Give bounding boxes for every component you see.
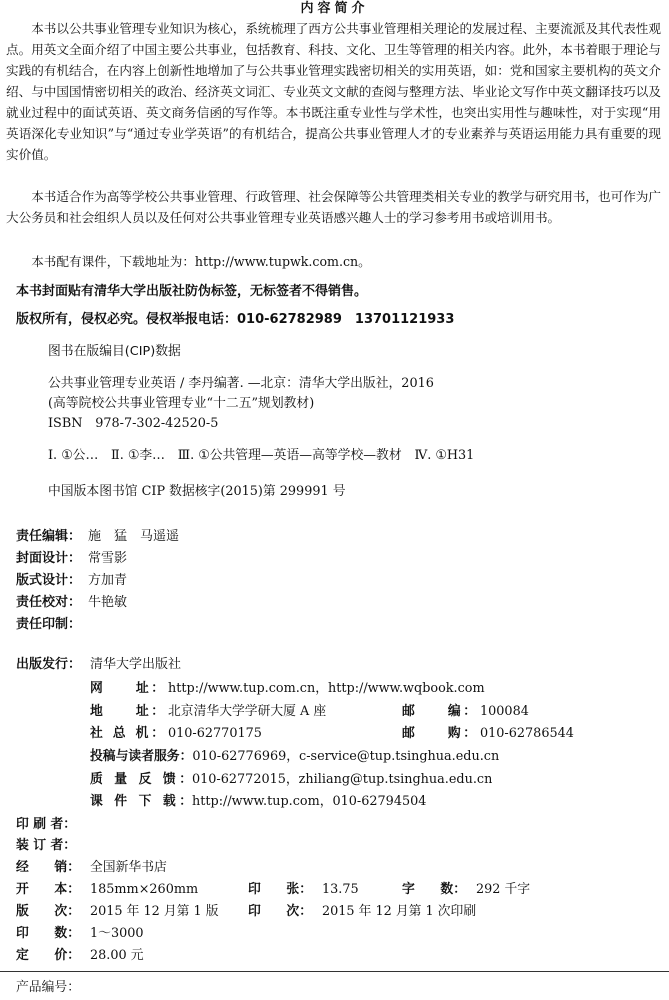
website-value: http://www.tup.com.cn，http://www.wqbook.com: [168, 681, 485, 696]
summary-paragraph-3: 本书配有课件，下载地址为：http://www.tupwk.com.cn。: [31, 254, 371, 269]
edition-value: 2015 年 12 月第 1 版: [90, 904, 219, 919]
print-run-label: 印 数：: [16, 926, 80, 941]
staff-row-layout-design: [16, 572, 127, 590]
sheets-value: 13.75: [322, 882, 359, 897]
staff-value: 方加青: [88, 573, 128, 588]
publisher-name: 清华大学出版社: [90, 657, 182, 672]
binder-label: 装 订 者：: [16, 838, 77, 853]
distributor-label: 经 销：: [16, 860, 80, 875]
courseware-download-value: http://www.tup.com，010-62794504: [192, 794, 427, 809]
address-row: [90, 703, 326, 721]
staff-label: 责任校对：: [16, 595, 82, 610]
word-count-value: 292 千字: [476, 882, 531, 897]
cip-bibliographic-line: 公共事业管理专业英语 / 李丹编著. —北京：清华大学出版社，2016: [48, 376, 434, 391]
staff-label: 封面设计：: [16, 551, 82, 566]
courseware-download-row: [90, 793, 426, 811]
cip-title: 图书在版编目(CIP)数据: [48, 344, 181, 359]
summary-title: 内容简介: [300, 1, 369, 16]
sheets-row: [248, 881, 359, 899]
format-row: [16, 881, 198, 899]
anti-counterfeit-notice: 本书封面贴有清华大学出版社防伪标签，无标签者不得销售。: [16, 284, 368, 299]
postcode-row: [402, 703, 529, 721]
copyright-notice: 版权所有，侵权必究。侵权举报电话：010-62782989 13701121933: [16, 312, 455, 327]
staff-label: 责任编辑：: [16, 529, 82, 544]
staff-label: 责任印制：: [16, 617, 82, 632]
format-value: 185mm×260mm: [90, 882, 199, 897]
reader-service-row: [90, 748, 499, 766]
word-count-row: [402, 881, 530, 899]
cip-classification-line: Ⅰ. ①公… Ⅱ. ①李… Ⅲ. ①公共管理—英语—高等学校—教材 Ⅳ. ①H31: [48, 448, 475, 463]
staff-row-print-manager: [16, 616, 88, 634]
reader-service-label: 投稿与读者服务：: [90, 749, 193, 764]
staff-row-cover-design: [16, 550, 127, 568]
summary-paragraph-1: 本书以公共事业管理专业知识为核心，系统梳理了西方公共事业管理相关理论的发展过程、主要流派及其代表性观点。用英文全面介绍了中国主要公共事业，包括教育、科技、文化、卫生等管理的相关内容。此外，本书着眼于理论与实践的有机结合，在内容上创新性地增加了与公共事业管理实践密切相关的实用英语，如：党和国家主要机构的英文介绍、与中国国情密切相关的政治、经济英文词汇、专业英文文献的查阅与整理方法、毕业论文写作中英文翻译技巧以及就业过程中的面试英语、英文商务信函的写作等。本书既注重专业性与学术性，也突出实用性与趣味性，对于实现“用英语深化专业知识”与“通过专业学英语”的有机结合，提高公共事业管理人才的专业素养与英语运用能力具有重要的现实价值。: [6, 21, 661, 162]
publisher-row: [16, 656, 181, 674]
print-run-value: 1～3000: [90, 926, 144, 941]
switchboard-value: 010-62770175: [168, 726, 262, 741]
quality-feedback-row: [90, 771, 492, 789]
impression-row: [248, 903, 476, 921]
summary-paragraph-2: 本书适合作为高等学校公共事业管理、行政管理、社会保障等公共管理类相关专业的教学与研究用书，也可作为广大公务员和社会组织人员以及任何对公共事业管理专业英语感兴趣人士的学习参考用书或培训用书。: [6, 189, 661, 225]
staff-value: 常雪影: [88, 551, 128, 566]
binder-row: [16, 837, 88, 855]
quality-feedback-label: 质 量 反 馈：: [90, 772, 192, 787]
postcode-value: 100084: [480, 704, 529, 719]
mail-order-value: 010-62786544: [480, 726, 574, 741]
word-count-label: 字 数：: [402, 882, 466, 897]
printer-row: [16, 816, 88, 834]
courseware-download-label: 课 件 下 载：: [90, 794, 192, 809]
edition-label: 版 次：: [16, 904, 80, 919]
postcode-label: 邮 编：: [402, 704, 476, 719]
price-value: 28.00 元: [90, 948, 144, 963]
edition-row: [16, 903, 219, 921]
staff-row-editor: [16, 528, 179, 546]
print-run-row: [16, 925, 144, 943]
staff-value: 施 猛 马遥遥: [88, 529, 180, 544]
reader-service-value: 010-62776969，c-service@tup.tsinghua.edu.cn: [192, 749, 500, 764]
price-label: 定 价：: [16, 948, 80, 963]
website-label: 网 址：: [90, 681, 164, 696]
sheets-label: 印 张：: [248, 882, 312, 897]
address-label: 地 址：: [90, 704, 164, 719]
cip-isbn-line: ISBN 978-7-302-42520-5: [48, 416, 219, 431]
product-number-label: 产品编号：: [16, 980, 80, 995]
staff-value: 牛艳敏: [88, 595, 128, 610]
quality-feedback-value: 010-62772015，zhiliang@tup.tsinghua.edu.cn: [192, 772, 493, 787]
impression-value: 2015 年 12 月第 1 次印刷: [322, 904, 477, 919]
switchboard-label: 社 总 机：: [90, 726, 164, 741]
format-label: 开 本：: [16, 882, 80, 897]
mail-order-label: 邮 购：: [402, 726, 476, 741]
switchboard-row: [90, 725, 262, 743]
distributor-value: 全国新华书店: [90, 860, 167, 875]
website-row: [90, 680, 485, 698]
cip-record-number: 中国版本图书馆 CIP 数据核字(2015)第 299991 号: [48, 484, 346, 499]
impression-label: 印 次：: [248, 904, 312, 919]
distributor-row: [16, 859, 167, 877]
staff-row-proofreader: [16, 594, 127, 612]
printer-label: 印 刷 者：: [16, 817, 77, 832]
cip-series-line: (高等院校公共事业管理专业“十二五”规划教材): [48, 396, 315, 411]
publisher-label: 出版发行：: [16, 657, 82, 672]
footer-divider: [0, 971, 669, 972]
staff-label: 版式设计：: [16, 573, 82, 588]
mail-order-row: [402, 725, 574, 743]
price-row: [16, 947, 144, 965]
address-value: 北京清华大学学研大厦 A 座: [168, 704, 327, 719]
